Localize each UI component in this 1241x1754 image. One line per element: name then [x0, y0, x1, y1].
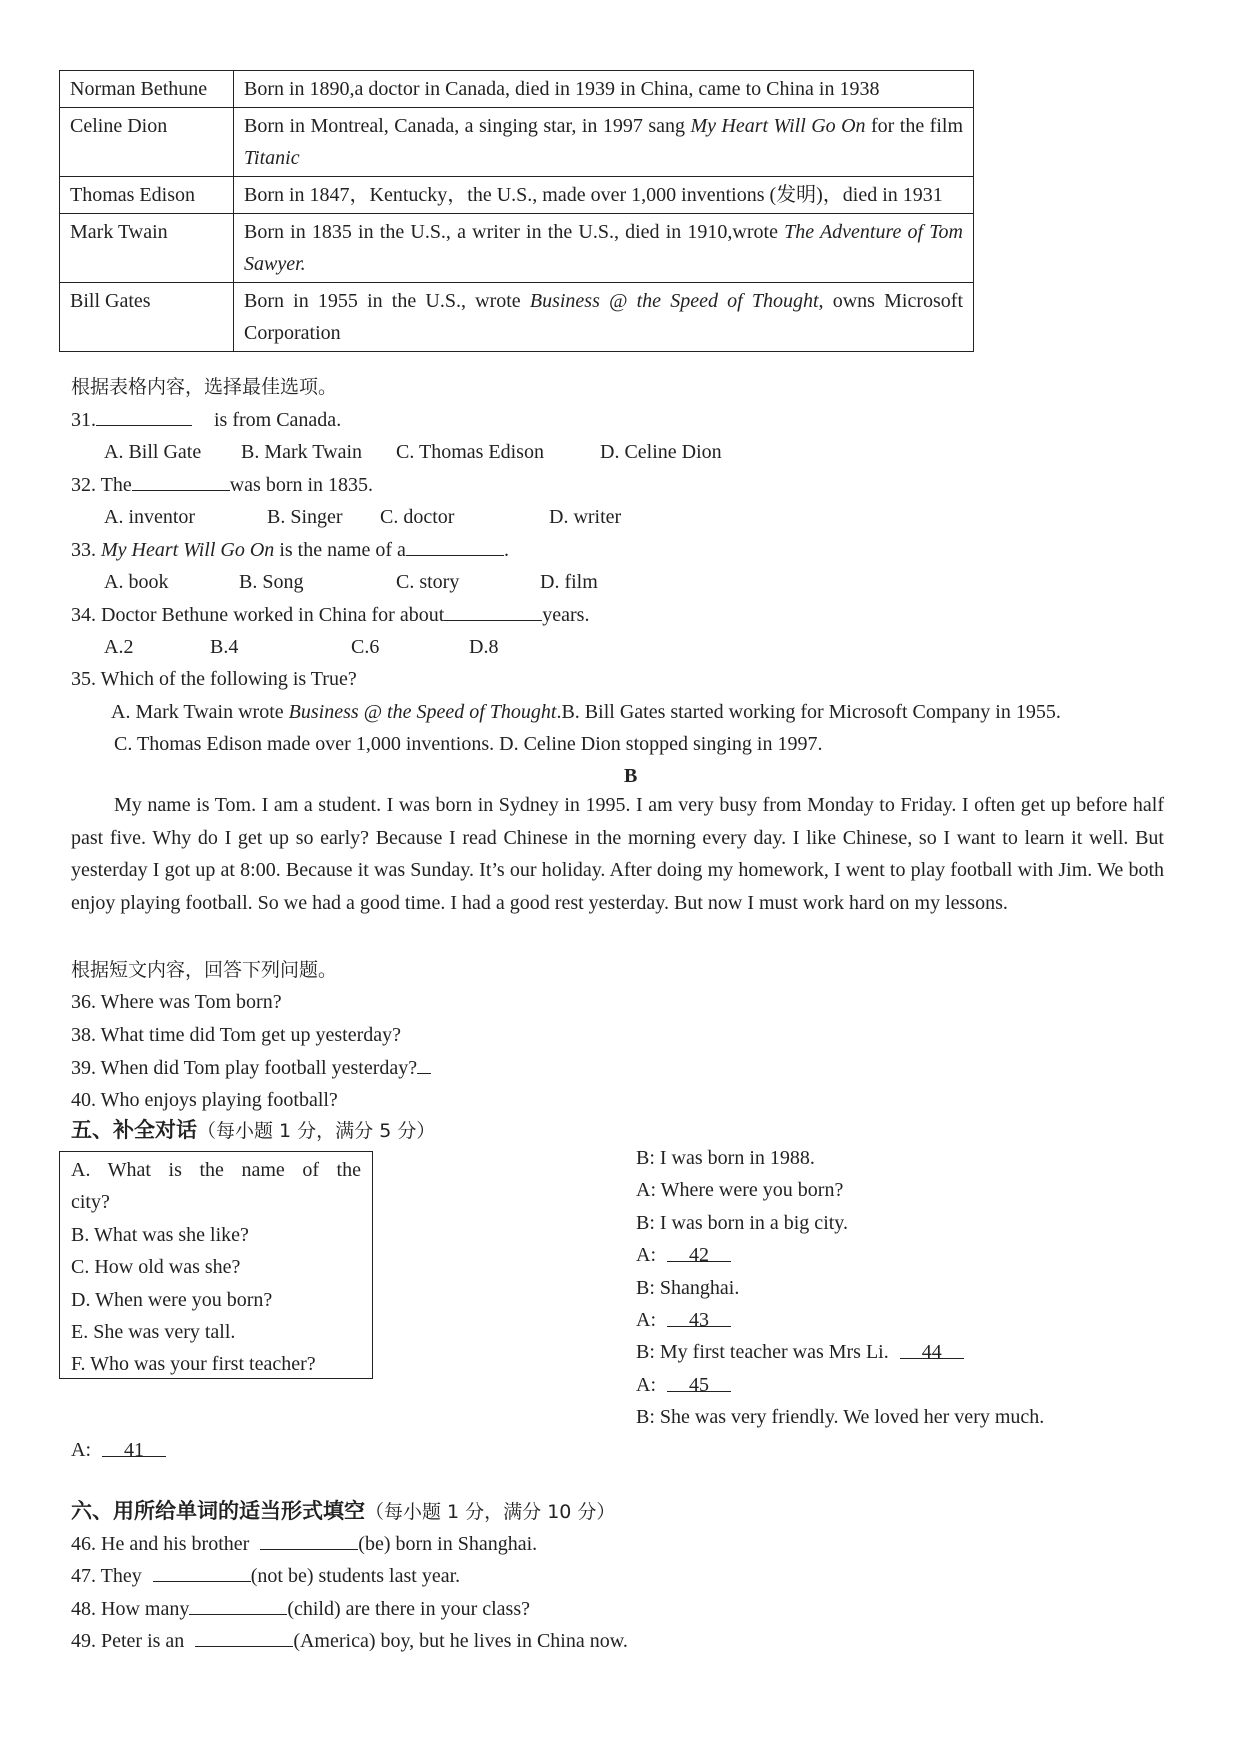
dialog-option-d: D. When were you born?	[71, 1289, 273, 1311]
dialog-line: A: Where were you born?	[636, 1179, 844, 1201]
dialog-option-a: A. What is the name of the	[71, 1159, 361, 1181]
table-name-cell: Celine Dion	[60, 108, 234, 177]
part-b-passage: My name is Tom. I am a student. I was born in Sydney in 1995. I am very busy from Monday to Friday. I often get up before half past five. Why do I get up so early? Because I read Chinese in the morning every day. I like Chinese, so I want to learn it well. But yesterday I got up at 8:00. Because it was Sunday. It’s our holiday. After doing my homework, I went to play football with Jim. We both enjoy playing football. So we had a good time. I had a good rest yesterday. But now I must work hard on my lessons.	[71, 794, 1164, 914]
dialog-line: A: 42	[636, 1243, 731, 1267]
table-desc-cell: Born in 1890,a doctor in Canada, died in 1939 in China, came to China in 1938	[234, 71, 974, 108]
dialog-line: B: I was born in a big city.	[636, 1212, 849, 1234]
table-row	[60, 108, 974, 177]
question-35: 35. Which of the following is True?	[71, 668, 357, 690]
dialog-option-a-cont: city?	[71, 1191, 110, 1213]
question-34: 34. Doctor Bethune worked in China for about years.	[71, 604, 590, 626]
fill-item-46: 46. He and his brother (be) born in Shanghai.	[71, 1533, 538, 1555]
option-d: D. Celine Dion	[600, 441, 722, 463]
table-desc-cell: Born in 1847，Kentucky，the U.S., made over 1,000 inventions (发明)，died in 1931	[234, 177, 974, 214]
table-desc-cell: Born in 1835 in the U.S., a writer in the U.S., died in 1910,wrote The Adventure of Tom Sawyer.	[234, 214, 974, 283]
answer-blank-45[interactable]: 45	[667, 1373, 731, 1392]
fill-item-49: 49. Peter is an (America) boy, but he lives in China now.	[71, 1630, 628, 1652]
table-desc-cell: Born in Montreal, Canada, a singing star, in 1997 sang My Heart Will Go On for the film Titanic	[234, 108, 974, 177]
question-36: 36. Where was Tom born?	[71, 991, 282, 1013]
question-38: 38. What time did Tom get up yesterday?	[71, 1024, 402, 1046]
question-40: 40. Who enjoys playing football?	[71, 1089, 338, 1111]
dialog-option-e: E. She was very tall.	[71, 1321, 236, 1343]
section-6-title: 六、用所给单词的适当形式填空（每小题 1 分，满分 10 分）	[71, 1499, 616, 1523]
table-desc-cell: Born in 1955 in the U.S., wrote Business @ the Speed of Thought, owns Microsoft Corporation	[234, 283, 974, 352]
fill-item-48: 48. How many (child) are there in your class?	[71, 1598, 530, 1620]
option-a: A.2	[104, 636, 134, 658]
table-row	[60, 71, 974, 108]
answer-blank[interactable]	[189, 1596, 287, 1615]
option-d: D.8	[469, 636, 499, 658]
question-31: 31. is from Canada.	[71, 409, 342, 431]
answer-blank[interactable]	[444, 602, 542, 621]
answer-blank[interactable]	[132, 472, 230, 491]
table-name-cell: Norman Bethune	[60, 71, 234, 108]
dialog-line: A: 45	[636, 1373, 731, 1397]
table-name-cell: Mark Twain	[60, 214, 234, 283]
question-35-options-cd: C. Thomas Edison made over 1,000 inventions. D. Celine Dion stopped singing in 1997.	[114, 733, 823, 755]
option-c: C. Thomas Edison	[396, 441, 544, 463]
table-row	[60, 214, 974, 283]
option-c: C. doctor	[380, 506, 455, 528]
dialog-option-c: C. How old was she?	[71, 1256, 241, 1278]
question-35-options-ab: A. Mark Twain wrote Business @ the Speed of Thought.B. Bill Gates started working for Microsoft Company in 1955.	[111, 701, 1061, 723]
answer-blank-41[interactable]: 41	[102, 1438, 166, 1457]
question-33: 33. My Heart Will Go On is the name of a .	[71, 539, 509, 561]
part-b-instruction: 根据短文内容，回答下列问题。	[71, 959, 338, 981]
answer-blank-43[interactable]: 43	[667, 1308, 731, 1327]
option-c: C. story	[396, 571, 460, 593]
option-d: D. writer	[549, 506, 622, 528]
answer-blank[interactable]	[96, 407, 192, 426]
info-table	[59, 70, 974, 352]
answer-blank[interactable]	[417, 1055, 431, 1074]
table-row	[60, 283, 974, 352]
dialog-line: B: I was born in 1988.	[636, 1147, 815, 1169]
part-b-heading: B	[624, 765, 638, 787]
question-32: 32. The was born in 1835.	[71, 474, 374, 496]
answer-blank[interactable]	[406, 537, 504, 556]
option-b: B. Singer	[267, 506, 343, 528]
table-row	[60, 177, 974, 214]
answer-blank-44[interactable]: 44	[900, 1340, 964, 1359]
option-b: B.4	[210, 636, 239, 658]
option-a: A. Bill Gate	[104, 441, 202, 463]
table-name-cell: Thomas Edison	[60, 177, 234, 214]
dialog-option-f: F. Who was your first teacher?	[71, 1353, 316, 1375]
option-b: B. Mark Twain	[241, 441, 362, 463]
option-b: B. Song	[239, 571, 304, 593]
table-name-cell: Bill Gates	[60, 283, 234, 352]
answer-blank[interactable]	[153, 1563, 251, 1582]
question-39: 39. When did Tom play football yesterday?	[71, 1055, 431, 1080]
answer-blank[interactable]	[195, 1628, 293, 1647]
dialog-line: A: 43	[636, 1308, 731, 1332]
fill-item-47: 47. They (not be) students last year.	[71, 1565, 461, 1587]
option-a: A. inventor	[104, 506, 196, 528]
answer-blank-42[interactable]: 42	[667, 1243, 731, 1262]
option-d: D. film	[540, 571, 598, 593]
option-c: C.6	[351, 636, 380, 658]
dialog-line: B: Shanghai.	[636, 1277, 740, 1299]
dialog-line: B: My first teacher was Mrs Li. 44	[636, 1340, 964, 1364]
part-a-instruction: 根据表格内容，选择最佳选项。	[71, 376, 338, 398]
section-5-title: 五、补全对话（每小题 1 分，满分 5 分）	[71, 1118, 436, 1142]
answer-blank[interactable]	[260, 1531, 358, 1550]
option-a: A. book	[104, 571, 169, 593]
dialog-options-box	[59, 1151, 373, 1379]
dialog-line-41: A: 41	[71, 1438, 166, 1462]
dialog-option-b: B. What was she like?	[71, 1224, 249, 1246]
dialog-line: B: She was very friendly. We loved her very much.	[636, 1406, 1045, 1428]
